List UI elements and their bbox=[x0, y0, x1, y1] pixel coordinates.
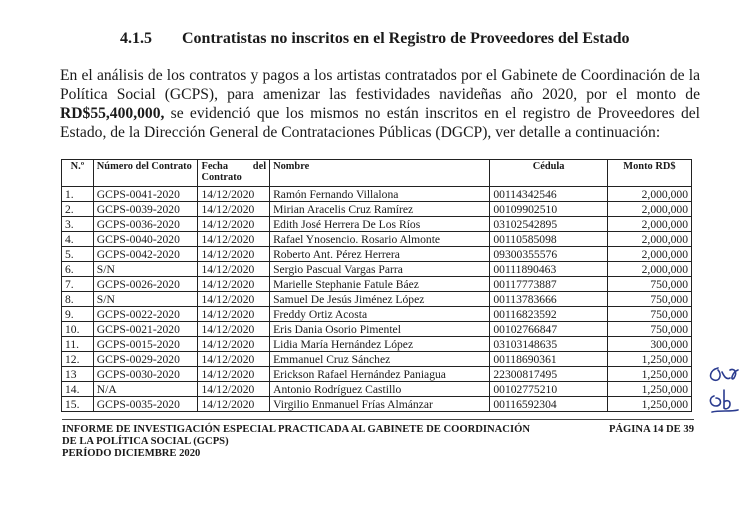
table-header-row bbox=[62, 160, 692, 187]
table-row bbox=[62, 292, 692, 307]
cell-id: 22300817495 bbox=[490, 367, 608, 382]
intro-paragraph bbox=[60, 66, 700, 142]
cell-id: 00113783666 bbox=[490, 292, 608, 307]
cell-contract-number: GCPS-0021-2020 bbox=[93, 322, 198, 337]
cell-contract-date: 14/12/2020 bbox=[198, 322, 270, 337]
cell-no: 13 bbox=[62, 367, 94, 382]
cell-id: 00117773887 bbox=[490, 277, 608, 292]
page-number: PÁGINA 14 DE 39 bbox=[608, 424, 694, 435]
cell-name: Edith José Herrera De Los Ríos bbox=[270, 217, 490, 232]
cell-contract-number: GCPS-0029-2020 bbox=[93, 352, 198, 367]
cell-amount: 2,000,000 bbox=[607, 202, 691, 217]
cell-id: 03102542895 bbox=[490, 217, 608, 232]
cell-contract-number: GCPS-0022-2020 bbox=[93, 307, 198, 322]
cell-no: 15. bbox=[62, 397, 94, 412]
cell-amount: 2,000,000 bbox=[607, 217, 691, 232]
header-contract-number: Número del Contrato bbox=[93, 160, 198, 187]
cell-amount: 750,000 bbox=[607, 292, 691, 307]
cell-no: 8. bbox=[62, 292, 94, 307]
table-row bbox=[62, 277, 692, 292]
table-row bbox=[62, 217, 692, 232]
header-date-contrato: Contrato bbox=[201, 172, 242, 183]
header-date-del: del bbox=[252, 161, 267, 172]
table-row bbox=[62, 247, 692, 262]
cell-name: Antonio Rodríguez Castillo bbox=[270, 382, 490, 397]
cell-id: 03103148635 bbox=[490, 337, 608, 352]
cell-contract-date: 14/12/2020 bbox=[198, 232, 270, 247]
cell-contract-date: 14/12/2020 bbox=[198, 217, 270, 232]
cell-id: 00114342546 bbox=[490, 187, 608, 202]
header-amount: Monto RD$ bbox=[607, 160, 691, 187]
cell-no: 4. bbox=[62, 232, 94, 247]
cell-no: 11. bbox=[62, 337, 94, 352]
cell-amount: 300,000 bbox=[607, 337, 691, 352]
table-row bbox=[62, 187, 692, 202]
header-contract-date bbox=[198, 160, 270, 187]
table-row bbox=[62, 202, 692, 217]
cell-name: Ramón Fernando Villalona bbox=[270, 187, 490, 202]
cell-contract-number: GCPS-0036-2020 bbox=[93, 217, 198, 232]
table-row bbox=[62, 382, 692, 397]
footer-rule bbox=[62, 419, 694, 420]
cell-name: Rafael Ynosencio. Rosario Almonte bbox=[270, 232, 490, 247]
cell-amount: 750,000 bbox=[607, 322, 691, 337]
cell-id: 00110585098 bbox=[490, 232, 608, 247]
cell-contract-date: 14/12/2020 bbox=[198, 337, 270, 352]
header-name: Nombre bbox=[270, 160, 490, 187]
cell-name: Samuel De Jesús Jiménez López bbox=[270, 292, 490, 307]
cell-id: 00116592304 bbox=[490, 397, 608, 412]
table-row bbox=[62, 352, 692, 367]
cell-contract-number: GCPS-0042-2020 bbox=[93, 247, 198, 262]
cell-contract-date: 14/12/2020 bbox=[198, 247, 270, 262]
cell-no: 5. bbox=[62, 247, 94, 262]
cell-name: Freddy Ortiz Acosta bbox=[270, 307, 490, 322]
cell-name: Eris Dania Osorio Pimentel bbox=[270, 322, 490, 337]
cell-amount: 2,000,000 bbox=[607, 187, 691, 202]
header-date-word: Fecha bbox=[201, 161, 229, 172]
table-row bbox=[62, 307, 692, 322]
cell-amount: 1,250,000 bbox=[607, 352, 691, 367]
table-row bbox=[62, 322, 692, 337]
footer-period: PERÍODO DICIEMBRE 2020 bbox=[62, 448, 201, 459]
cell-id: 00102775210 bbox=[490, 382, 608, 397]
cell-name: Marielle Stephanie Fatule Báez bbox=[270, 277, 490, 292]
cell-contract-date: 14/12/2020 bbox=[198, 187, 270, 202]
cell-contract-date: 14/12/2020 bbox=[198, 292, 270, 307]
cell-contract-number: S/N bbox=[93, 262, 198, 277]
table-row bbox=[62, 397, 692, 412]
cell-id: 00102766847 bbox=[490, 322, 608, 337]
cell-no: 10. bbox=[62, 322, 94, 337]
table-row bbox=[62, 367, 692, 382]
cell-contract-number: GCPS-0039-2020 bbox=[93, 202, 198, 217]
cell-contract-date: 14/12/2020 bbox=[198, 277, 270, 292]
cell-id: 00118690361 bbox=[490, 352, 608, 367]
cell-contract-number: N/A bbox=[93, 382, 198, 397]
cell-contract-date: 14/12/2020 bbox=[198, 397, 270, 412]
footer-entity: DE LA POLÍTICA SOCIAL (GCPS) bbox=[62, 436, 229, 447]
header-no: N.º bbox=[62, 160, 94, 187]
contracts-table bbox=[61, 159, 692, 412]
table-row bbox=[62, 232, 692, 247]
section-number: 4.1.5 bbox=[120, 30, 152, 47]
cell-no: 14. bbox=[62, 382, 94, 397]
cell-contract-date: 14/12/2020 bbox=[198, 202, 270, 217]
cell-amount: 2,000,000 bbox=[607, 262, 691, 277]
cell-amount: 750,000 bbox=[607, 307, 691, 322]
cell-id: 09300355576 bbox=[490, 247, 608, 262]
table-row bbox=[62, 262, 692, 277]
cell-no: 2. bbox=[62, 202, 94, 217]
cell-contract-number: GCPS-0026-2020 bbox=[93, 277, 198, 292]
paragraph-text-end: se evidenció que los mismos no están inscritos en el registro de Proveedores del Estado, de la Dirección General de Contrataciones Públicas (DGCP), ver detalle a continuación: bbox=[60, 105, 700, 141]
cell-no: 3. bbox=[62, 217, 94, 232]
cell-amount: 2,000,000 bbox=[607, 247, 691, 262]
header-id: Cédula bbox=[490, 160, 608, 187]
footer-report-title: INFORME DE INVESTIGACIÓN ESPECIAL PRACTICADA AL GABINETE DE COORDINACIÓN bbox=[62, 424, 530, 435]
cell-amount: 1,250,000 bbox=[607, 367, 691, 382]
cell-contract-date: 14/12/2020 bbox=[198, 352, 270, 367]
cell-name: Lidia María Hernández López bbox=[270, 337, 490, 352]
cell-name: Erickson Rafael Hernández Paniagua bbox=[270, 367, 490, 382]
cell-no: 6. bbox=[62, 262, 94, 277]
cell-name: Mirian Aracelis Cruz Ramírez bbox=[270, 202, 490, 217]
cell-name: Virgilio Enmanuel Frías Almánzar bbox=[270, 397, 490, 412]
total-amount: RD$55,400,000, bbox=[60, 105, 165, 122]
cell-no: 12. bbox=[62, 352, 94, 367]
cell-contract-number: S/N bbox=[93, 292, 198, 307]
table-row bbox=[62, 337, 692, 352]
cell-no: 1. bbox=[62, 187, 94, 202]
cell-contract-date: 14/12/2020 bbox=[198, 307, 270, 322]
cell-amount: 2,000,000 bbox=[607, 232, 691, 247]
handwritten-initials bbox=[700, 360, 755, 420]
cell-contract-number: GCPS-0035-2020 bbox=[93, 397, 198, 412]
cell-contract-number: GCPS-0040-2020 bbox=[93, 232, 198, 247]
cell-contract-date: 14/12/2020 bbox=[198, 262, 270, 277]
cell-no: 9. bbox=[62, 307, 94, 322]
cell-amount: 1,250,000 bbox=[607, 397, 691, 412]
cell-name: Emmanuel Cruz Sánchez bbox=[270, 352, 490, 367]
cell-contract-date: 14/12/2020 bbox=[198, 382, 270, 397]
cell-name: Roberto Ant. Pérez Herrera bbox=[270, 247, 490, 262]
cell-contract-number: GCPS-0030-2020 bbox=[93, 367, 198, 382]
cell-id: 00109902510 bbox=[490, 202, 608, 217]
cell-amount: 1,250,000 bbox=[607, 382, 691, 397]
paragraph-text-start: En el análisis de los contratos y pagos a los artistas contratados por el Gabinete de Coordinación de la Política Social (GCPS), para amenizar las festividades navideñas año 2020, por el monto de bbox=[60, 67, 700, 103]
section-heading bbox=[120, 30, 630, 48]
cell-id: 00116823592 bbox=[490, 307, 608, 322]
cell-amount: 750,000 bbox=[607, 277, 691, 292]
cell-name: Sergio Pascual Vargas Parra bbox=[270, 262, 490, 277]
cell-contract-number: GCPS-0041-2020 bbox=[93, 187, 198, 202]
cell-contract-number: GCPS-0015-2020 bbox=[93, 337, 198, 352]
cell-no: 7. bbox=[62, 277, 94, 292]
cell-contract-date: 14/12/2020 bbox=[198, 367, 270, 382]
section-title: Contratistas no inscritos en el Registro de Proveedores del Estado bbox=[182, 30, 630, 47]
cell-id: 00111890463 bbox=[490, 262, 608, 277]
